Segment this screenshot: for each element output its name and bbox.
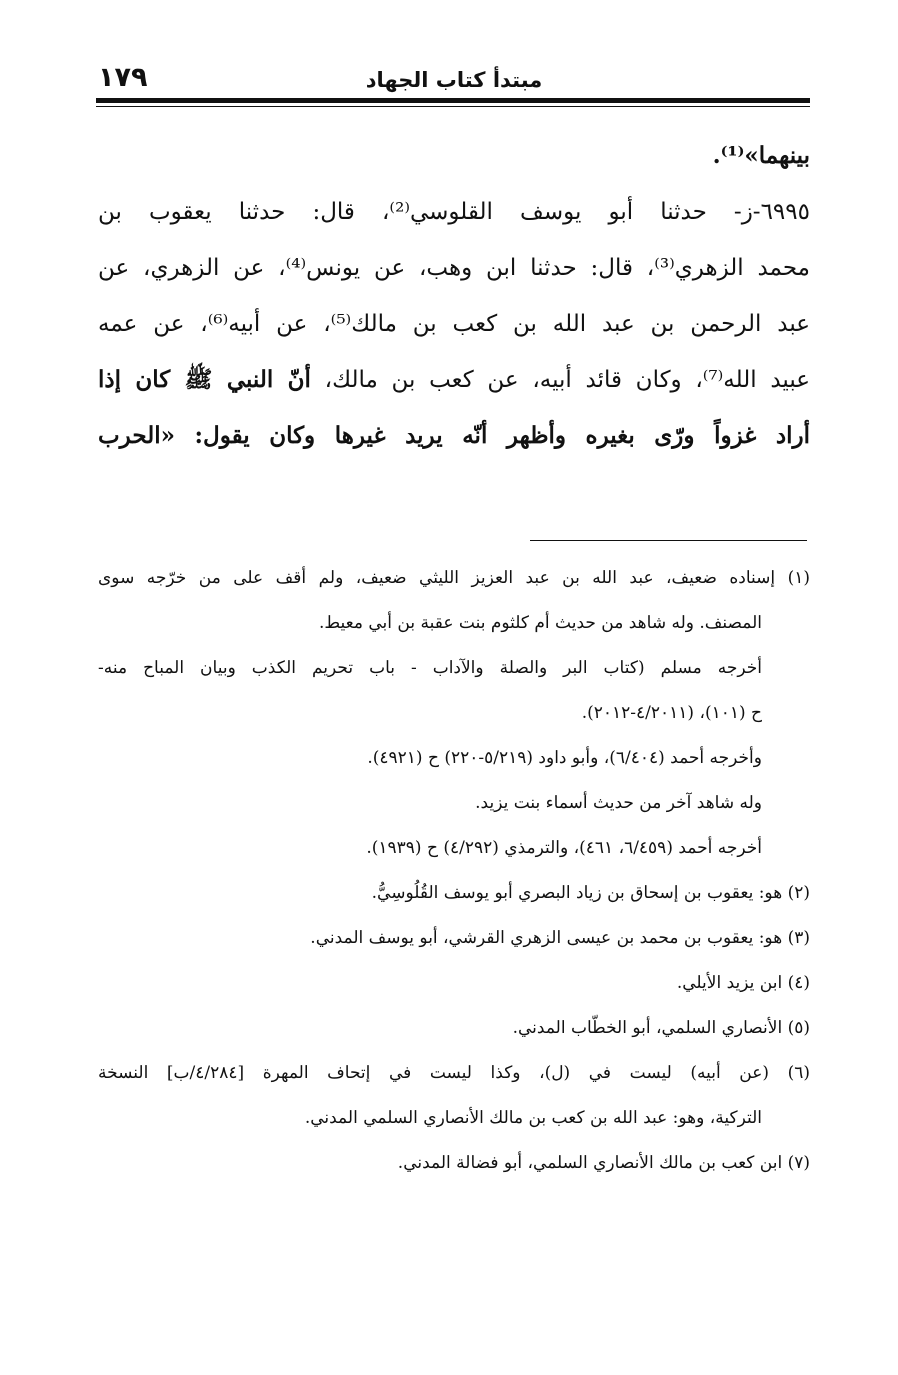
main-text-line: بينهما»⁽¹⁾. — [712, 142, 810, 169]
footnote-line: وأخرجه أحمد (٦/٤٠٤)، وأبو داود (٥/٢١٩-٢٢٠) ح (٤٩٢١). — [367, 748, 762, 768]
footnote-line: ح (١٠١)، (٤/٢٠١١-٢٠١٢). — [581, 703, 762, 723]
footnote-separator — [530, 540, 807, 541]
footnotes — [98, 556, 810, 1186]
footnote-line: (٢) هو: يعقوب بن إسحاق بن زياد البصري أبو يوسف القُلُوسِيُّ. — [371, 883, 810, 903]
header-rule-thin — [96, 106, 810, 107]
footnote-line: المصنف. وله شاهد من حديث أم كلثوم بنت عقبة بن أبي معيط. — [319, 613, 762, 633]
footnote-line: (٦) (عن أبيه) ليست في (ل)، وكذا ليست في إتحاف المهرة [٤/٢٨٤/ب] النسخة — [98, 1063, 810, 1083]
main-text-line: عبد الرحمن بن عبد الله بن كعب بن مالك⁽⁵⁾، عن أبيه⁽⁶⁾، عن عمه — [98, 311, 810, 337]
footnote-line: أخرجه مسلم (كتاب البر والصلة والآداب - باب تحريم الكذب وبيان المباح منه- — [98, 658, 762, 678]
page-number: ١٧٩ — [98, 62, 148, 93]
main-text-line: ٦٩٩٥-ز- حدثنا أبو يوسف القلوسي⁽²⁾، قال: حدثنا يعقوب بن — [98, 199, 810, 225]
main-text-line — [98, 352, 810, 408]
running-title: مبتدأ كتاب الجهاد — [365, 68, 543, 92]
main-text-line: محمد الزهري⁽³⁾، قال: حدثنا ابن وهب، عن يونس⁽⁴⁾، عن الزهري، عن — [98, 255, 810, 281]
footnote-line: (٧) ابن كعب بن مالك الأنصاري السلمي، أبو فضالة المدني. — [397, 1153, 810, 1173]
footnote-line: (١) إسناده ضعيف، عبد الله بن عبد العزيز الليثي ضعيف، ولم أقف على من خرّجه سوى — [98, 568, 810, 588]
main-text — [98, 128, 810, 464]
page-header — [98, 62, 810, 92]
footnote-line: (٥) الأنصاري السلمي، أبو الخطّاب المدني. — [512, 1018, 810, 1038]
main-text-line: أراد غزواً ورّى بغيره وأظهر أنّه يريد غيرها وكان يقول: «الحرب — [98, 422, 810, 449]
hadith-text-bold: أنّ النبي ﷺ كان إذا — [98, 366, 311, 393]
header-rule-thick — [96, 98, 810, 103]
main-text-segment: عبيد الله⁽⁷⁾، وكان قائد أبيه، عن كعب بن مالك، — [324, 367, 810, 393]
footnote-line: (٣) هو: يعقوب بن محمد بن عيسى الزهري القرشي، أبو يوسف المدني. — [310, 928, 810, 948]
footnote-line: (٤) ابن يزيد الأيلي. — [676, 973, 810, 993]
footnote-line: أخرجه أحمد (٦/٤٥٩، ٤٦١)، والترمذي (٤/٢٩٢) ح (١٩٣٩). — [366, 838, 762, 858]
footnote-line: وله شاهد آخر من حديث أسماء بنت يزيد. — [475, 793, 762, 813]
footnote-line: التركية، وهو: عبد الله بن كعب بن مالك الأنصاري السلمي المدني. — [304, 1108, 762, 1128]
